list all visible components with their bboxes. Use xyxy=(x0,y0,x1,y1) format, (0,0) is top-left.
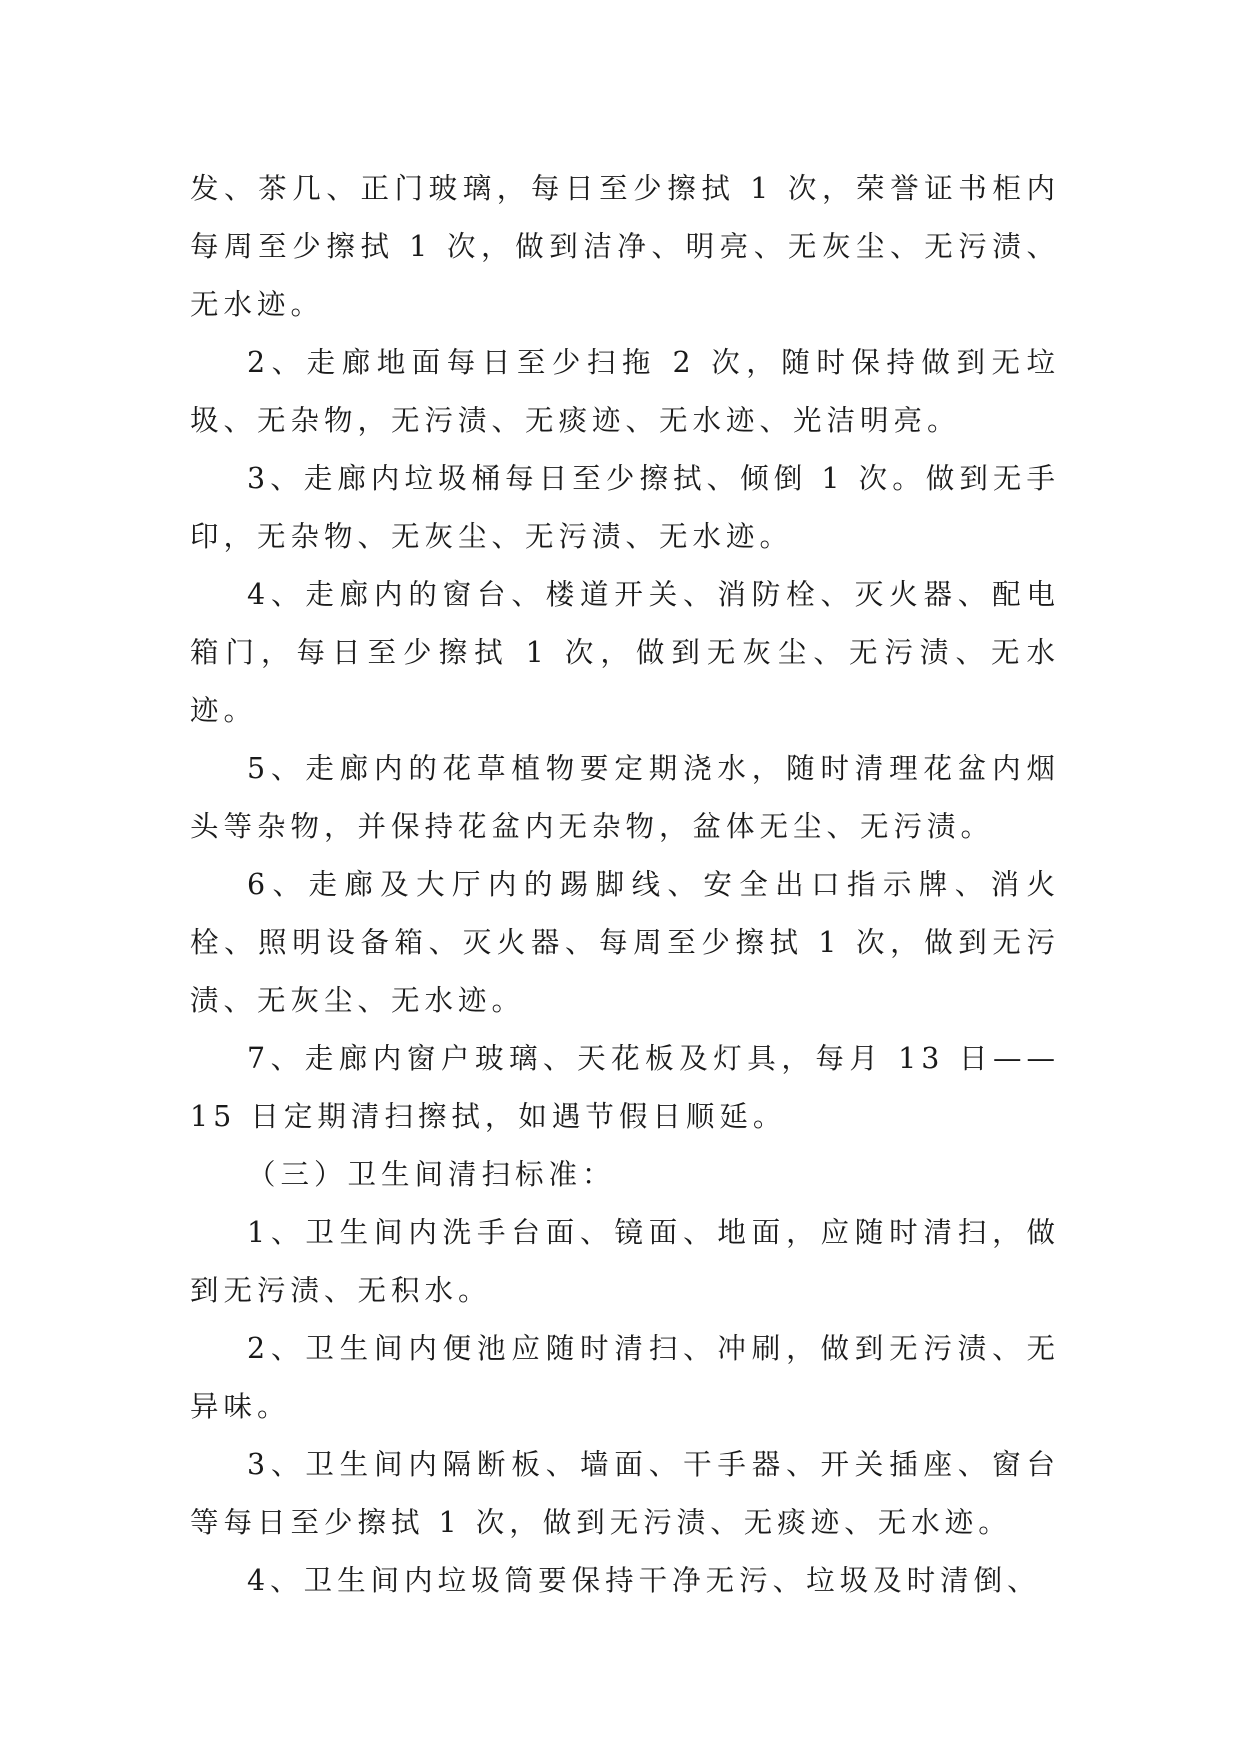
paragraph-item-3: 3、走廊内垃圾桶每日至少擦拭、倾倒 1 次。做到无手印，无杂物、无灰尘、无污渍、无水迹。 xyxy=(190,462,1060,553)
section-heading-restroom: （三）卫生间清扫标准： xyxy=(247,1158,616,1191)
paragraph-restroom-4: 4、卫生间内垃圾筒要保持干净无污、垃圾及时清倒、 xyxy=(247,1564,1041,1597)
paragraph-item-6: 6、走廊及大厅内的踢脚线、安全出口指示牌、消火栓、照明设备箱、灭火器、每周至少擦拭 1 次，做到无污渍、无灰尘、无水迹。 xyxy=(190,868,1060,1017)
paragraph-restroom-3: 3、卫生间内隔断板、墙面、干手器、开关插座、窗台等每日至少擦拭 1 次，做到无污渍、无痰迹、无水迹。 xyxy=(190,1448,1060,1539)
paragraph-item-4: 4、走廊内的窗台、楼道开关、消防栓、灭火器、配电箱门，每日至少擦拭 1 次，做到无灰尘、无污渍、无水迹。 xyxy=(190,578,1060,727)
paragraph-restroom-1: 1、卫生间内洗手台面、镜面、地面，应随时清扫，做到无污渍、无积水。 xyxy=(190,1216,1060,1307)
paragraph-item-5: 5、走廊内的花草植物要定期浇水，随时清理花盆内烟头等杂物，并保持花盆内无杂物，盆体无尘、无污渍。 xyxy=(190,752,1060,843)
paragraph-continuation: 发、茶几、正门玻璃，每日至少擦拭 1 次，荣誉证书柜内每周至少擦拭 1 次，做到洁净、明亮、无灰尘、无污渍、无水迹。 xyxy=(190,172,1060,321)
paragraph-restroom-2: 2、卫生间内便池应随时清扫、冲刷，做到无污渍、无异味。 xyxy=(190,1332,1060,1423)
paragraph-item-2: 2、走廊地面每日至少扫拖 2 次，随时保持做到无垃圾、无杂物，无污渍、无痰迹、无水迹、光洁明亮。 xyxy=(190,346,1060,437)
paragraph-item-7: 7、走廊内窗户玻璃、天花板及灯具，每月 13 日——15 日定期清扫擦拭，如遇节假日顺延。 xyxy=(190,1042,1060,1133)
document-body xyxy=(190,160,1060,1610)
